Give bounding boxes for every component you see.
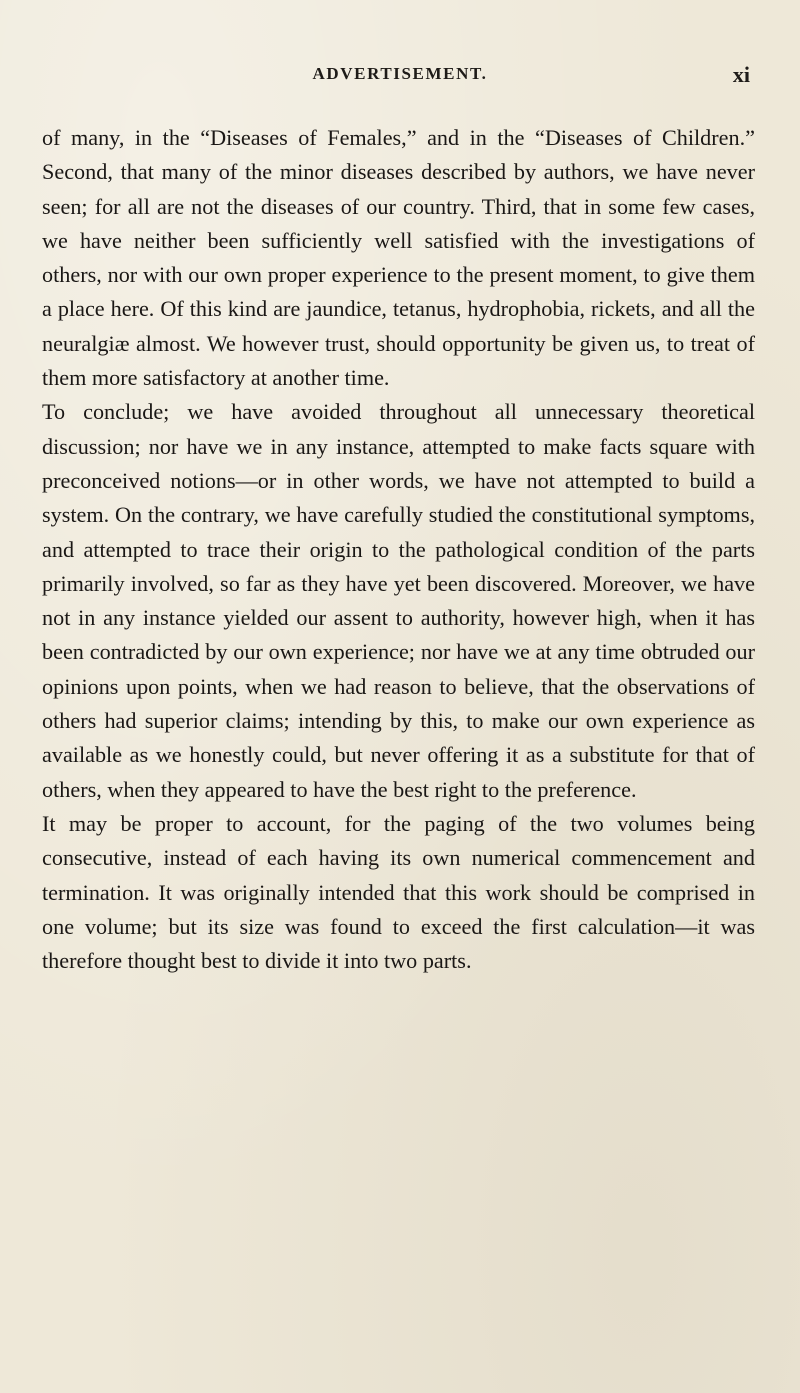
paragraph-paging-note: It may be proper to account, for the paging of the two volumes being consecutive, instead of each having its own numerical commencement and termination. It was originally intended that this work should be comprised in one volume; but its size was found to exceed the first calculation—it was therefore thought best to divide it into two parts.	[42, 810, 755, 974]
paragraph-continuation: of many, in the “Diseases of Females,” and in the “Diseases of Children.” Second, that many of the minor diseases described by authors, we have never seen; for all are not the diseases of our country. Third, that in some few cases, we have neither been sufficiently well satisfied with the investigations of others, nor with our own proper experience to the present moment, to give them a place here. Of this kind are jaundice, tetanus, hydrophobia, rickets, and all the neuralgiæ almost. We however trust, should opportunity be given us, to treat of them more satisfactory at another time.	[42, 125, 755, 391]
page-number: xi	[732, 62, 750, 87]
paragraph-conclusion: To conclude; we have avoided throughout all unnecessary theoretical discussion; nor have we in any instance, attempted to make facts square with preconceived notions—or in other words, we have not attempted to build a system. On the contrary, we have carefully studied the constitutional symptoms, and attempted to trace their origin to the pathological condition of the parts primarily involved, so far as they have yet been discovered. Moreover, we have not in any instance yielded our assent to authority, however high, when it has been contradicted by our own experience; nor have we at any time obtruded our opinions upon points, when we had reason to believe, that the observations of others had superior claims; intending by this, to make our own experience as available as we honestly could, but never offering it as a substitute for that of others, when they appeared to have the best right to the preference.	[42, 399, 755, 802]
running-title: ADVERTISEMENT.	[312, 64, 488, 83]
running-head	[0, 64, 800, 94]
body-text	[42, 121, 755, 978]
